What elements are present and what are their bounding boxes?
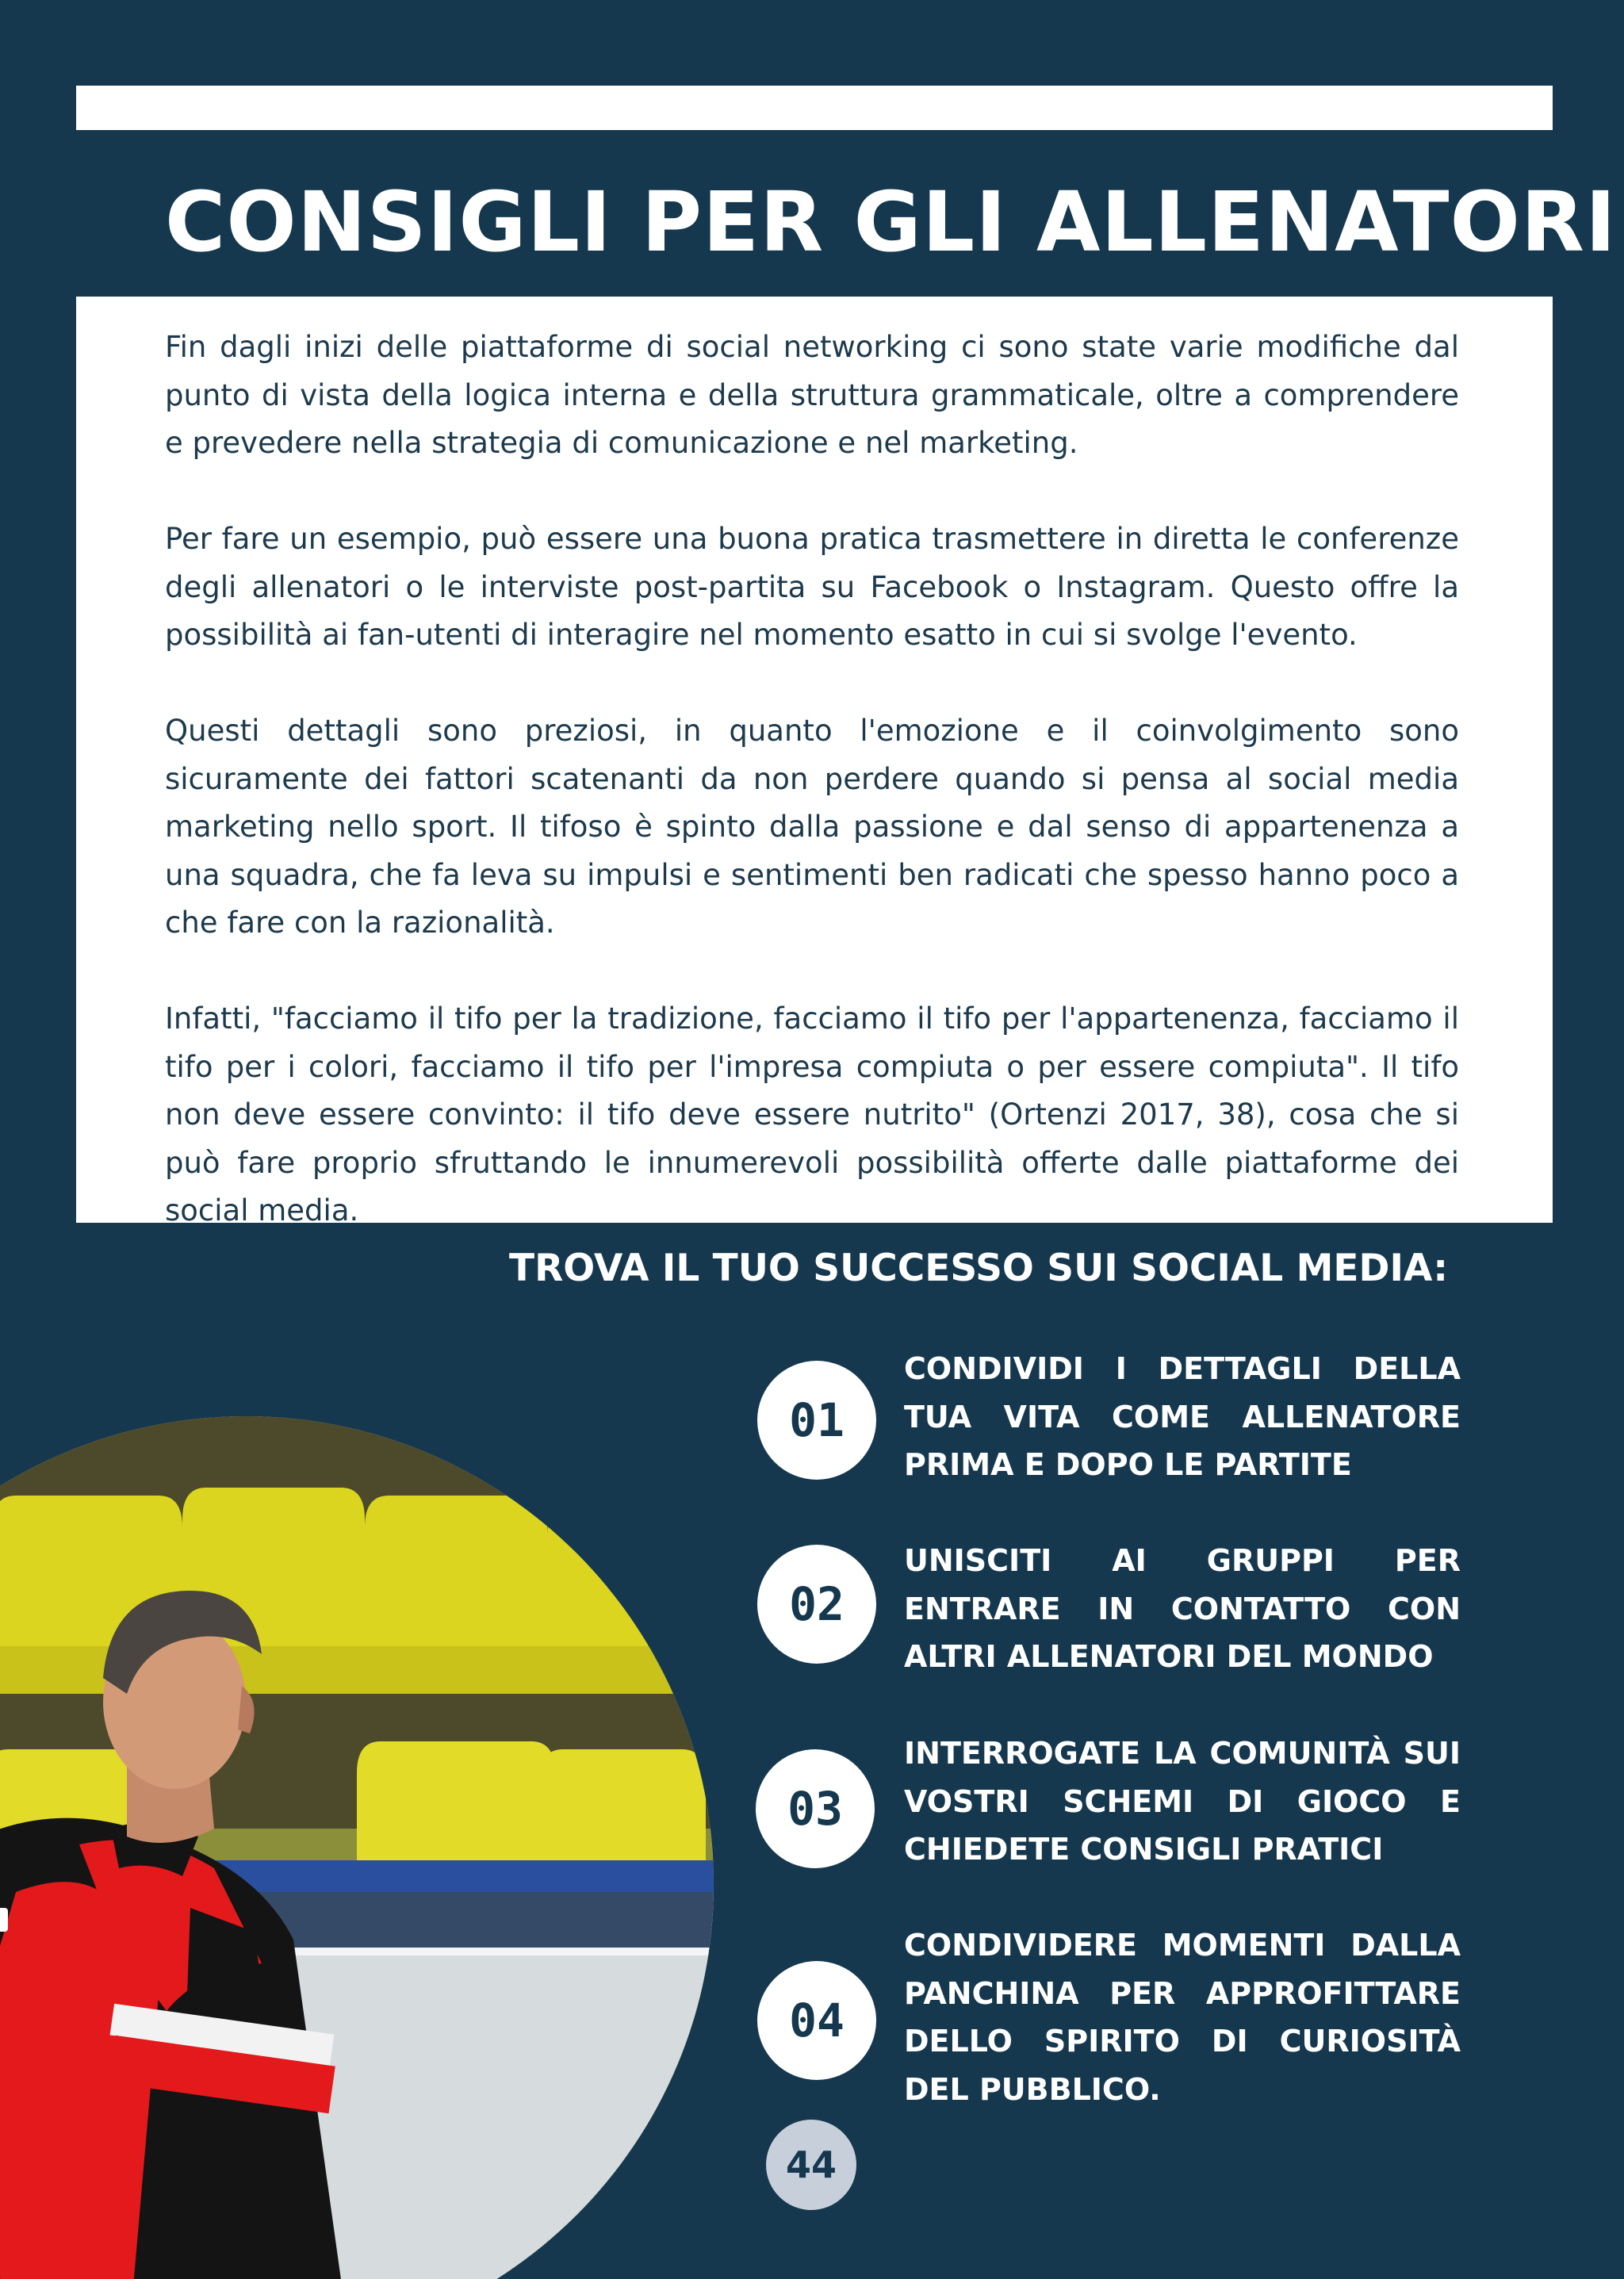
content-card	[76, 297, 1553, 1228]
paragraph-2: Per fare un esempio, può essere una buona pratica trasmettere in diretta le conferenze degli allenatori o le interviste post-partita su Facebook o Instagram. Questo offre la possibilità ai fan-utenti di interagire nel momento esatto in cui si svolge l'evento.	[165, 522, 1459, 652]
page-title: CONSIGLI PER GLI ALLENATORI	[165, 174, 1617, 270]
step-number-circle-4: 04	[757, 1961, 876, 2080]
tip-text-1: CONDIVIDI I DETTAGLI DELLA TUA VITA COME ALLENATORE PRIMA E DOPO LE PARTITE	[904, 1351, 1461, 1482]
tip-text-2: UNISCITI AI GRUPPI PER ENTRARE IN CONTATTO CON ALTRI ALLENATORI DEL MONDO	[904, 1543, 1461, 1674]
paragraph-3: Questi dettagli sono preziosi, in quanto l'emozione e il coinvolgimento sono sicuramente dei fattori scatenanti da non perdere quando si pensa al social media marketing nello sport. Il tifoso è spinto dalla passione e dal senso di appartenenza a una squadra, che fa leva su impulsi e sentimenti ben radicati che spesso hanno poco a che fare con la razionalità.	[165, 714, 1459, 940]
tips-heading: TROVA IL TUO SUCCESSO SUI SOCIAL MEDIA:	[509, 1247, 1448, 1290]
step-number-circle-1: 01	[757, 1361, 876, 1480]
step-number-circle-3: 03	[756, 1749, 875, 1868]
tip-text-4: CONDIVIDERE MOMENTI DALLA PANCHINA PER APPROFITTARE DELLO SPIRITO DI CURIOSITÀ DEL PUBBLICO.	[904, 1928, 1461, 2107]
paragraph-4: Infatti, "facciamo il tifo per la tradizione, facciamo il tifo per l'appartenenza, facciamo il tifo per i colori, facciamo il tifo per l'impresa compiuta o per essere compiuta". Il tifo non deve essere convinto: il tifo deve essere nutrito" (Ortenzi 2017, 38), cosa che si può fare proprio sfruttando le innumerevoli possibilità offerte dalle piattaforme dei social media.	[165, 1002, 1459, 1228]
coach-photo	[0, 1416, 714, 2279]
page-number-badge: 44	[766, 2120, 856, 2210]
top-white-bar	[76, 86, 1553, 130]
tip-text-3: INTERROGATE LA COMUNITÀ SUI VOSTRI SCHEMI DI GIOCO E CHIEDETE CONSIGLI PRATICI	[904, 1736, 1461, 1867]
step-number-circle-2: 02	[757, 1545, 876, 1664]
paragraph-1: Fin dagli inizi delle piattaforme di social networking ci sono state varie modifiche dal punto di vista della logica interna e della struttura grammaticale, oltre a comprendere e prevedere nella strategia di comunicazione e nel marketing.	[165, 330, 1459, 460]
